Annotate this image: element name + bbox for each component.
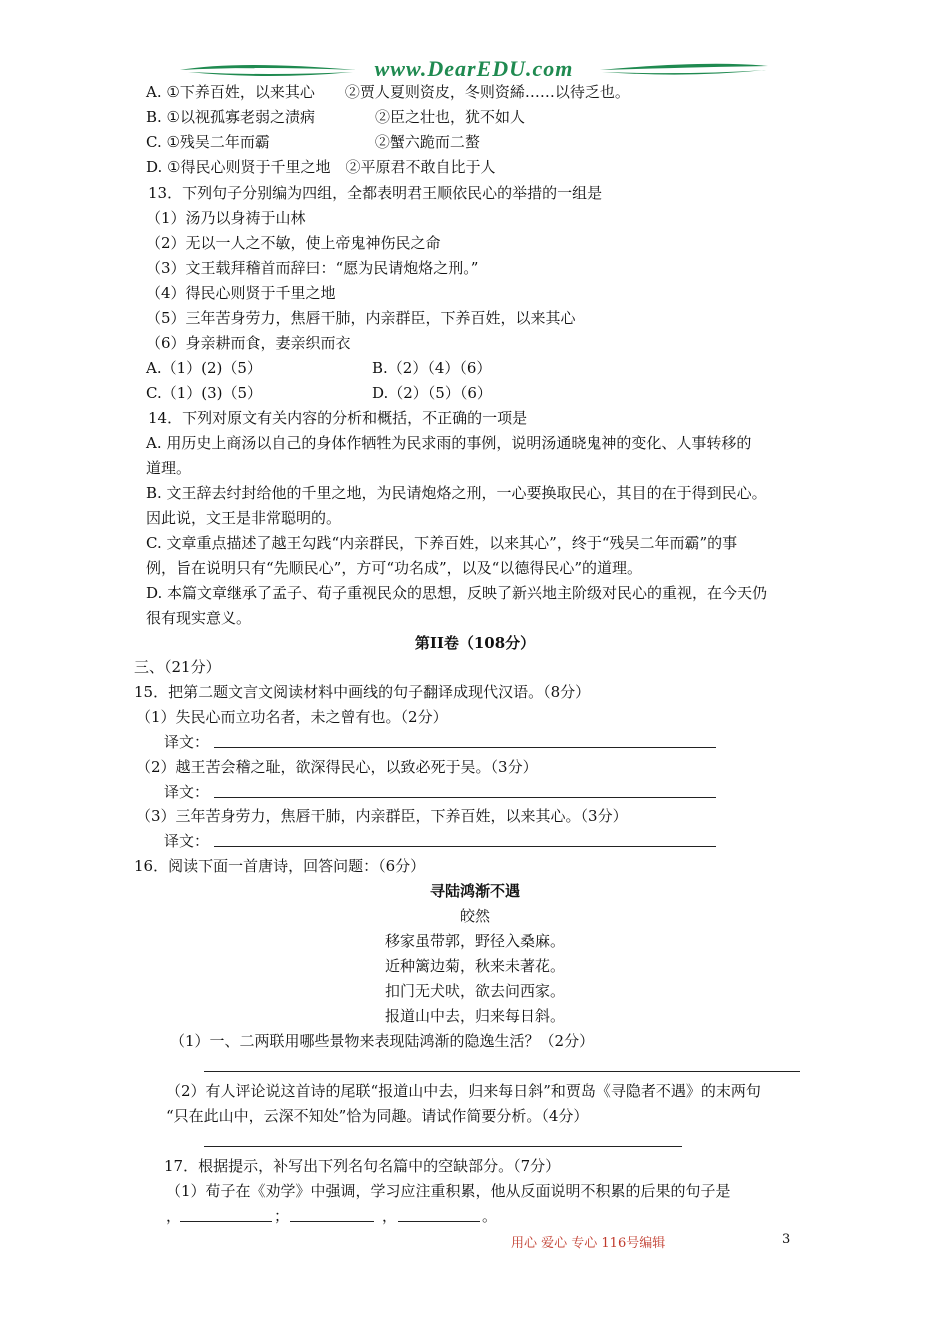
section3-heading: 三、（21分） — [134, 658, 221, 676]
q15-stem: 15．把第二题文言文阅读材料中画线的句子翻译成现代汉语。（8分） — [134, 683, 591, 701]
poem-title: 寻陆鸿渐不遇 — [429, 882, 520, 900]
q12-option-c: C. ①残吴二年而霸 ②蟹六跪而二螯 — [146, 133, 480, 151]
q16-answer-line-1[interactable] — [204, 1071, 800, 1072]
q17-sep-1: ， — [166, 1207, 182, 1225]
q13-item-1: （1）汤乃以身祷于山林 — [146, 209, 306, 227]
q13-stem: 13．下列句子分别编为四组，全都表明君王顺依民心的举措的一组是 — [148, 184, 603, 202]
q12-option-b: B. ①以视孤寡老弱之渍病 ②臣之壮也，犹不如人 — [146, 108, 526, 126]
q13-item-3: （3）文王载拜稽首而辞曰：“愿为民请炮烙之刑。” — [146, 259, 479, 277]
q14-line: 例，旨在说明只有“先顺民心”，方可“功名成”，以及“以德得民心”的道理。 — [146, 559, 643, 577]
q14-stem: 14．下列对原文有关内容的分析和概括，不正确的一项是 — [148, 409, 528, 427]
q15-answer-line-3[interactable] — [214, 846, 716, 847]
q15-answer-label-3: 译文： — [164, 832, 210, 850]
q14-line: D. 本篇文章继承了孟子、荀子重视民众的思想，反映了新兴地主阶级对民心的重视，在今天仍 — [146, 584, 768, 602]
q15-answer-line-1[interactable] — [214, 747, 716, 748]
page-number: 3 — [782, 1232, 791, 1247]
q14-line: A. 用历史上商汤以自己的身体作牺牲为民求雨的事例，说明汤通晓鬼神的变化、人事转移的 — [146, 434, 752, 452]
poem-line-1: 移家虽带郭，野径入桑麻。 — [384, 932, 565, 950]
poem-author: 皎然 — [459, 907, 490, 925]
q12-option-a: A. ①下养百姓，以来其心 ②贾人夏则资皮，冬则资絺……以待乏也。 — [146, 83, 630, 101]
q14-line: 很有现实意义。 — [146, 609, 252, 627]
q17-sep-2: ； — [274, 1207, 290, 1225]
header-left-swoosh-icon — [178, 58, 358, 80]
q17-blank-3[interactable] — [398, 1221, 480, 1222]
q16-sub-question-1: （1）一、二两联用哪些景物来表现陆鸿渐的隐逸生活？（2分） — [170, 1032, 595, 1050]
q14-line: 道理。 — [146, 459, 192, 477]
q13-option-c: C.（1）(3)（5） — [146, 384, 263, 402]
q15-answer-line-2[interactable] — [214, 797, 716, 798]
q15-item-1: （1）失民心而立功名者，未之曾有也。（2分） — [136, 708, 448, 726]
q16-answer-line-2[interactable] — [204, 1146, 682, 1147]
q17-blank-1[interactable] — [180, 1221, 272, 1222]
poem-line-4: 报道山中去，归来每日斜。 — [384, 1007, 565, 1025]
q13-option-a: A.（1）(2)（5） — [146, 359, 262, 377]
q14-line: C. 文章重点描述了越王勾践“内亲群民，下养百姓，以来其心”，终于“残吴二年而霸”的事 — [146, 534, 738, 552]
q12-option-d: D. ①得民心则贤于千里之地 ②平原君不敢自比于人 — [146, 158, 496, 176]
q17-blank-2[interactable] — [290, 1221, 374, 1222]
poem-line-2: 近种篱边菊，秋来未著花。 — [384, 957, 565, 975]
header-site-name: www.DearEDU.com — [374, 56, 574, 81]
q15-answer-label-1: 译文： — [164, 733, 210, 751]
q13-item-6: （6）身亲耕而食，妻亲织而衣 — [146, 334, 351, 352]
q15-item-2: （2）越王苦会稽之耻，欲深得民心，以致必死于吴。（3分） — [136, 758, 538, 776]
footer-text: 用心 爱心 专心 116号编辑 — [511, 1236, 666, 1251]
header-right-swoosh-icon — [598, 58, 770, 80]
q14-line: 因此说，文王是非常聪明的。 — [146, 509, 342, 527]
q15-item-3: （3）三年苦身劳力，焦唇干肺，内亲群臣，下养百姓，以来其心。（3分） — [136, 807, 628, 825]
q16-sub-question-2-line1: （2）有人评论说这首诗的尾联“报道山中去，归来每日斜”和贾岛《寻隐者不遇》的末两句 — [166, 1082, 761, 1100]
q13-item-5: （5）三年苦身劳力，焦唇干肺，内亲群臣，下养百姓，以来其心 — [146, 309, 576, 327]
q17-sub-question-1: （1）荀子在《劝学》中强调，学习应注重积累，他从反面说明不积累的后果的句子是 — [166, 1182, 731, 1200]
q13-item-2: （2）无以一人之不敏，使上帝鬼神伤民之命 — [146, 234, 441, 252]
q17-end: 。 — [482, 1207, 498, 1225]
q13-option-d: D.（2）（5）（6） — [372, 384, 492, 402]
q13-option-b: B.（2）（4）（6） — [372, 359, 492, 377]
q15-answer-label-2: 译文： — [164, 783, 210, 801]
q16-sub-question-2-line2: “只在此山中，云深不知处”恰为同趣。请试作简要分析。（4分） — [166, 1107, 589, 1125]
q17-sep-3: ， — [382, 1207, 398, 1225]
q17-stem: 17．根据提示，补写出下列名句名篇中的空缺部分。（7分） — [164, 1157, 561, 1175]
poem-line-3: 扣门无犬吠，欲去问西家。 — [384, 982, 565, 1000]
q16-stem: 16．阅读下面一首唐诗，回答问题：（6分） — [134, 857, 426, 875]
q14-line: B. 文王辞去纣封给他的千里之地，为民请炮烙之刑，一心要换取民心，其目的在于得到民心。 — [146, 484, 767, 502]
q13-item-4: （4）得民心则贤于千里之地 — [146, 284, 336, 302]
part2-title: 第II卷（108分） — [414, 634, 536, 652]
